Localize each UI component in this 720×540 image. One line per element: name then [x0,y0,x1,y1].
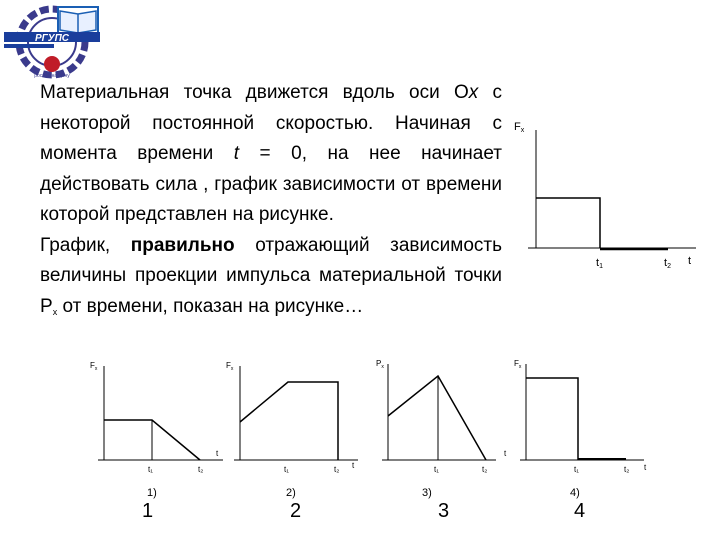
svg-text:2): 2) [286,487,296,499]
force-graph-t1-label: t1 [596,257,603,270]
option-1-y-label: $F_x$ [90,361,98,372]
option-4-x-label: t [644,463,647,472]
problem-statement [40,78,502,327]
option-1-caption [145,484,175,500]
option-1-number[interactable]: 1 [142,500,154,522]
option-2-t1: t₁ [284,465,289,474]
rgups-logo [2,2,102,82]
force-graph-y-label: Fx [514,121,525,134]
option-3-t1: t₁ [434,465,439,474]
option-3-graph[interactable] [368,352,518,480]
option-4-caption [568,484,598,500]
option-2-caption [284,484,314,500]
option-2-x-label: t [352,461,355,470]
problem-paragraph-1: Материальная точка движется вдоль оси Ox с некоторой постоянной скоростью. Начиная с момента времени t = 0, на нее начинает действовать сила , график зависимости от времени которой представлен на рисунке. [40,82,503,225]
option-3-y-label: $P_x$ [376,359,384,370]
option-4-y-label: $F_x$ [514,359,522,370]
option-4-number[interactable]: 4 [574,500,586,522]
option-1-graph[interactable] [88,352,238,480]
force-graph-t2-label: t2 [664,257,671,270]
svg-text:ростов-на-дону: ростов-на-дону [34,73,70,79]
force-graph [510,118,710,278]
option-2-t2: t₂ [334,465,340,474]
option-4-t1: t₁ [574,465,579,474]
option-3-caption [420,484,450,500]
option-2-number[interactable]: 2 [290,500,302,522]
option-1-t1: t₁ [148,465,153,474]
option-4-graph[interactable] [506,352,656,480]
option-3-number[interactable]: 3 [438,500,450,522]
svg-text:1): 1) [147,487,157,499]
problem-paragraph-2: График, правильно отражающий зависимость величины проекции импульса материальной точки $P_x$ от времени, показан на рисунке… [40,234,502,317]
force-graph-x-label: t [688,255,692,267]
option-1-t2: t₂ [198,465,204,474]
option-3-x-label: t [504,449,507,458]
option-2-graph[interactable] [226,352,376,480]
svg-text:3): 3) [422,487,432,499]
option-4-t2: t₂ [624,465,630,474]
option-2-y-label: $F_x$ [226,361,234,372]
svg-text:4): 4) [570,487,580,499]
option-1-x-label: t [216,449,219,458]
logo-text: РГУПС [35,33,69,44]
option-3-t2: t₂ [482,465,488,474]
